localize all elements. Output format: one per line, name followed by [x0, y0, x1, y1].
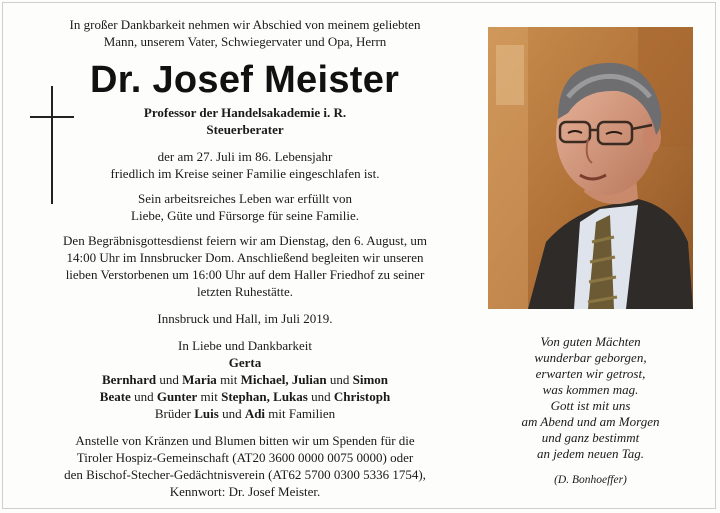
connector: und	[326, 372, 353, 387]
quote-line: und ganz bestimmt	[541, 430, 640, 445]
connector: und	[307, 389, 334, 404]
mourners-list	[20, 337, 470, 422]
quote-line: an jedem neuen Tag.	[536, 446, 645, 461]
connector: mit	[197, 389, 222, 404]
quote-line: Gott ist mit uns	[550, 398, 631, 413]
service-line-3: lieben Verstorbenen um 16:00 Uhr auf dem Haller Friedhof zu seiner	[65, 267, 425, 282]
intro-line-2: Mann, unserem Vater, Schwiegervater und Opa, Herrn	[103, 34, 387, 49]
mourner-name: Beate	[99, 389, 131, 404]
death-line-2: friedlich im Kreise seiner Familie eingeschlafen ist.	[110, 166, 380, 181]
quote-line: am Abend und am Morgen	[521, 414, 660, 429]
quote-line: was kommen mag.	[542, 382, 639, 397]
mourner-spouse: Gerta	[228, 355, 262, 370]
deceased-title-1: Professor der Handelsakademie i. R.	[143, 105, 347, 120]
mourners-heading: In Liebe und Dankbarkeit	[178, 338, 312, 353]
mourner-name: Maria	[182, 372, 217, 387]
connector: und	[218, 406, 245, 421]
donation-line-3: den Bischof-Stecher-Gedächtnisverein (AT62 5700 0300 5336 1754),	[64, 467, 426, 482]
donation-line-2: Tiroler Hospiz-Gemeinschaft (AT20 3600 0000 0075 0000) oder	[76, 450, 414, 465]
portrait-photo	[488, 27, 693, 309]
notice-text-column	[20, 16, 470, 500]
service-paragraph	[20, 232, 470, 300]
quote-line: wunderbar geborgen,	[534, 350, 647, 365]
connector: mit Familien	[265, 406, 336, 421]
mourner-name: Stephan, Lukas	[221, 389, 308, 404]
place-date: Innsbruck und Hall, im Juli 2019.	[157, 311, 333, 326]
mourner-name: Luis	[194, 406, 219, 421]
connector: und	[156, 372, 183, 387]
connector: mit	[216, 372, 241, 387]
mourners-row-1	[20, 371, 470, 388]
quote-line: erwarten wir getrost,	[535, 366, 646, 381]
life-line-2: Liebe, Güte und Fürsorge für seine Familie.	[131, 208, 359, 223]
donation-line-4: Kennwort: Dr. Josef Meister.	[169, 484, 321, 499]
mourner-name: Michael, Julian	[240, 372, 327, 387]
mourner-name: Gunter	[156, 389, 198, 404]
mourner-name: Christoph	[333, 389, 391, 404]
quote-line: Von guten Mächten	[540, 334, 641, 349]
donation-paragraph	[20, 432, 470, 500]
connector: Brüder	[154, 406, 195, 421]
service-line-2: 14:00 Uhr im Innsbrucker Dom. Anschließend begleiten wir unseren	[66, 250, 424, 265]
mourners-row-2	[20, 388, 470, 405]
connector: und	[130, 389, 157, 404]
service-line-4: letzten Ruhestätte.	[196, 284, 294, 299]
death-line-1: der am 27. Juli im 86. Lebensjahr	[157, 149, 333, 164]
mourner-name: Simon	[352, 372, 389, 387]
mourners-row-3	[20, 405, 470, 422]
service-line-1: Den Begräbnisgottesdienst feiern wir am Dienstag, den 6. August, um	[63, 233, 427, 248]
deceased-title-2: Steuerberater	[206, 122, 284, 137]
mourner-name: Bernhard	[101, 372, 157, 387]
mourner-name: Adi	[244, 406, 266, 421]
quote-author: (D. Bonhoeffer)	[554, 474, 627, 486]
deceased-name: Dr. Josef Meister	[90, 59, 400, 101]
donation-line-1: Anstelle von Kränzen und Blumen bitten wir um Spenden für die	[75, 433, 415, 448]
intro-line-1: In großer Dankbarkeit nehmen wir Abschied von meinem geliebten	[69, 17, 421, 32]
bonhoeffer-quote	[488, 334, 693, 488]
life-line-1: Sein arbeitsreiches Leben war erfüllt von	[137, 191, 353, 206]
